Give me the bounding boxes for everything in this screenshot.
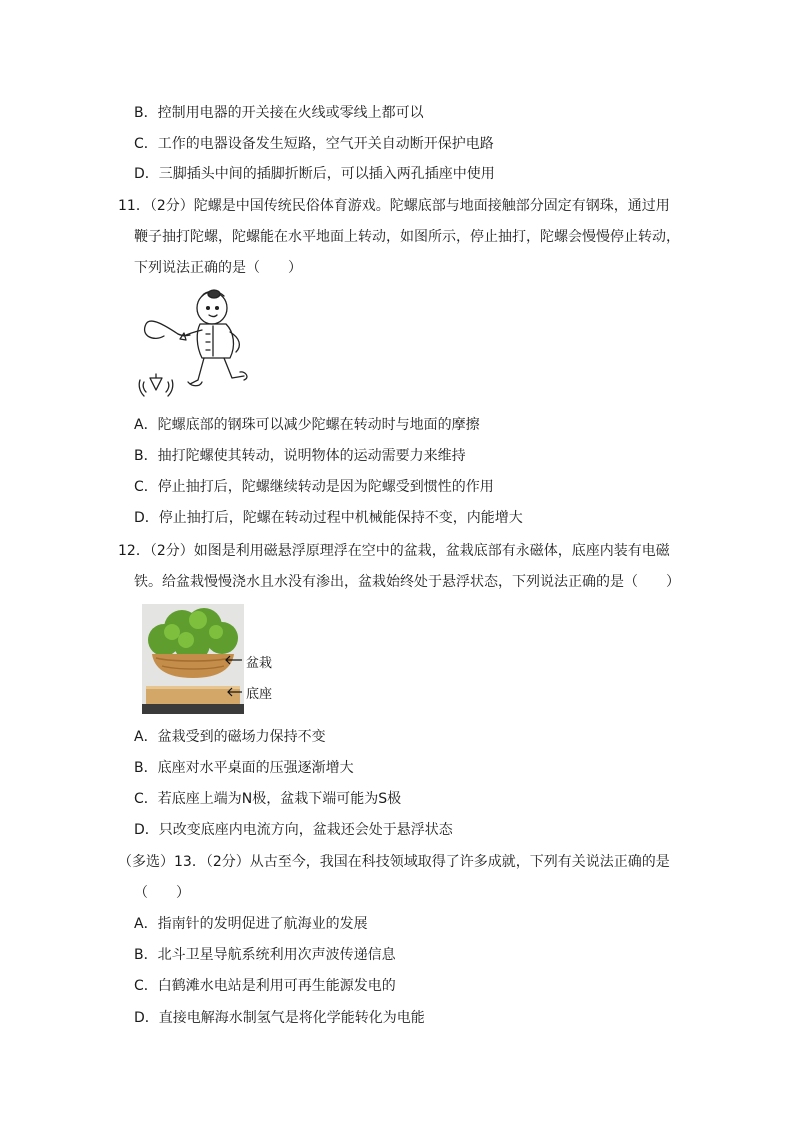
q13-option-a: A．指南针的发明促进了航海业的发展 xyxy=(134,916,368,932)
q13-stem-line-2: （ ） xyxy=(134,885,190,901)
q12-option-a: A．盆栽受到的磁场力保持不变 xyxy=(134,729,326,745)
pot-label: 盆栽 xyxy=(246,656,273,671)
q12-option-d: D．只改变底座内电流方向，盆栽还会处于悬浮状态 xyxy=(134,822,453,838)
q11-option-d: D．停止抽打后，陀螺在转动过程中机械能保持不变，内能增大 xyxy=(134,510,523,526)
q10-option-c: C．工作的电器设备发生短路，空气开关自动断开保护电路 xyxy=(134,136,494,152)
q13-option-c: C．白鹤滩水电站是利用可再生能源发电的 xyxy=(134,978,396,994)
q11-stem-line-3: 下列说法正确的是（ ） xyxy=(134,260,302,276)
spinning-top-figure xyxy=(136,286,258,398)
q12-stem-line-1: 12．（2分）如图是利用磁悬浮原理浮在空中的盆栽，盆栽底部有永磁体，底座内装有电磁 xyxy=(118,543,670,559)
q11-option-c: C．停止抽打后，陀螺继续转动是因为陀螺受到惯性的作用 xyxy=(134,479,494,495)
maglev-plant-figure xyxy=(142,604,274,714)
q13-option-d: D．直接电解海水制氢气是将化学能转化为电能 xyxy=(134,1010,425,1026)
q12-option-b: B．底座对水平桌面的压强逐渐增大 xyxy=(134,760,354,776)
q11-stem-line-2: 鞭子抽打陀螺，陀螺能在水平地面上转动，如图所示，停止抽打，陀螺会慢慢停止转动， xyxy=(134,229,680,245)
q10-option-b: B．控制用电器的开关接在火线或零线上都可以 xyxy=(134,105,424,121)
q12-stem-line-2: 铁。给盆栽慢慢浇水且水没有渗出，盆栽始终处于悬浮状态，下列说法正确的是（ ） xyxy=(134,574,680,590)
q10-option-d: D．三脚插头中间的插脚折断后，可以插入两孔插座中使用 xyxy=(134,166,495,182)
q13-stem-line-1: （多选）13．（2分）从古至今，我国在科技领域取得了许多成就，下列有关说法正确的是 xyxy=(118,854,670,870)
base-label: 底座 xyxy=(246,687,273,702)
q11-option-b: B．抽打陀螺使其转动，说明物体的运动需要力来维持 xyxy=(134,448,466,464)
q12-option-c: C．若底座上端为N极，盆栽下端可能为S极 xyxy=(134,791,402,807)
q13-option-b: B．北斗卫星导航系统利用次声波传递信息 xyxy=(134,947,396,963)
q11-stem-line-1: 11．（2分）陀螺是中国传统民俗体育游戏。陀螺底部与地面接触部分固定有钢珠，通过用 xyxy=(118,198,670,214)
boy-whipping-top-illustration xyxy=(136,286,258,398)
q11-option-a: A．陀螺底部的钢珠可以减少陀螺在转动时与地面的摩擦 xyxy=(134,417,480,433)
